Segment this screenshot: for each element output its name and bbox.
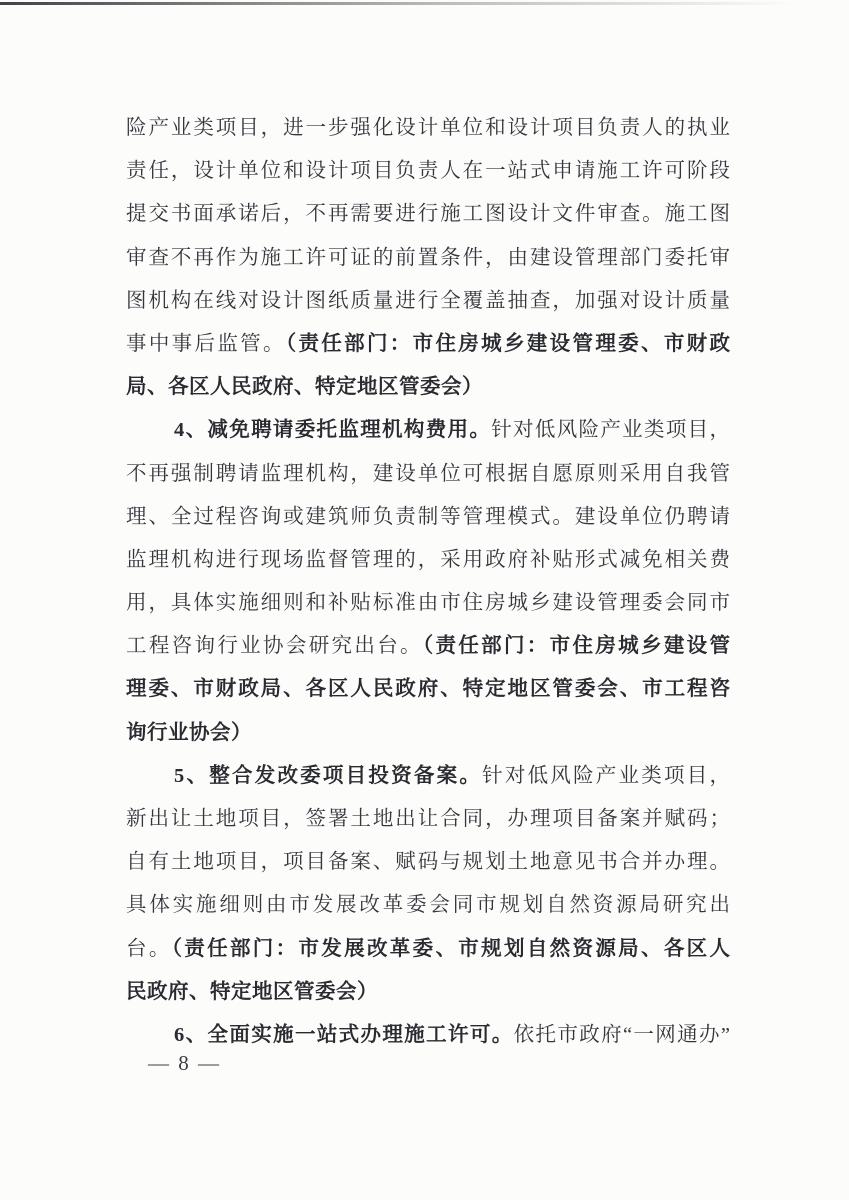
body-text: 自有土地项目，项目备案、赋码与规划土地意见书合并办理。 [126, 851, 730, 874]
emphasis-text: 询行业协会） [126, 721, 252, 744]
text-line [126, 150, 730, 193]
body-text: 工程咨询行业协会研究出台。 [126, 635, 423, 658]
body-text: 监理机构进行现场监督管理的，采用政府补贴形式减免相关费 [126, 548, 730, 571]
text-line [126, 625, 730, 668]
body-text: 不再强制聘请监理机构，建设单位可根据自愿原则采用自我管 [126, 462, 730, 485]
text-line [126, 582, 730, 625]
text-line [126, 107, 730, 150]
body-text: 具体实施细则由市发展改革委会同市规划自然资源局研究出 [126, 894, 730, 917]
body-text: 责任，设计单位和设计项目负责人在一站式申请施工许可阶段 [126, 160, 730, 183]
body-text: 提交书面承诺后，不再需要进行施工图设计文件审查。施工图 [126, 203, 730, 226]
text-line [126, 496, 730, 539]
emphasis-text: 4、减免聘请委托监理机构费用。 [174, 419, 492, 442]
body-text: 事中事后监管。 [126, 332, 286, 355]
text-line [126, 841, 730, 884]
text-line [126, 884, 730, 927]
body-text: 用，具体实施细则和补贴标准由市住房城乡建设管理委会同市 [126, 592, 730, 615]
emphasis-text: 局、各区人民政府、特定地区管委会） [126, 376, 483, 399]
text-line [126, 668, 730, 711]
text-line [126, 237, 730, 280]
body-text: 依托市政府“一网通办” [513, 1023, 730, 1046]
text-line [126, 193, 730, 236]
text-line [126, 798, 730, 841]
text-line [126, 928, 730, 971]
emphasis-text: 理委、市财政局、各区人民政府、特定地区管委会、市工程咨 [126, 678, 730, 701]
emphasis-text: （责任部门：市发展改革委、市规划自然资源局、各区人 [171, 937, 731, 960]
text-line [126, 712, 730, 755]
body-text: 新出让土地项目，签署土地出让合同，办理项目备案并赋码； [126, 808, 730, 830]
body-text: 审查不再作为施工许可证的前置条件，由建设管理部门委托审 [126, 246, 730, 269]
emphasis-text: （责任部门：市住房城乡建设管 [422, 635, 730, 658]
page-number: — 8 — [148, 1051, 221, 1075]
text-line [126, 539, 730, 582]
text-line [126, 453, 730, 496]
emphasis-text: 5、整合发改委项目投资备案。 [174, 764, 483, 787]
text-line [126, 409, 730, 452]
body-text: 针对低风险产业类项目， [482, 764, 731, 787]
emphasis-text: 民政府、特定地区管委会） [126, 980, 378, 1003]
body-text: 图机构在线对设计图纸质量进行全覆盖抽查，加强对设计质量 [126, 289, 730, 312]
text-line [126, 280, 730, 323]
text-line [126, 755, 730, 798]
body-text: 理、全过程咨询或建筑师负责制等管理模式。建设单位仍聘请 [126, 505, 730, 528]
scan-artifact-line [0, 2, 810, 5]
document-body [126, 107, 730, 1057]
body-text: 险产业类项目，进一步强化设计单位和设计项目负责人的执业 [126, 117, 730, 139]
emphasis-text: （责任部门：市住房城乡建设管理委、市财政 [285, 332, 731, 355]
text-line [126, 323, 730, 366]
text-line [126, 366, 730, 409]
emphasis-text: 6、全面实施一站式办理施工许可。 [174, 1023, 514, 1046]
text-line [126, 971, 730, 1014]
body-text: 台。 [126, 937, 172, 960]
body-text: 针对低风险产业类项目， [491, 419, 731, 442]
